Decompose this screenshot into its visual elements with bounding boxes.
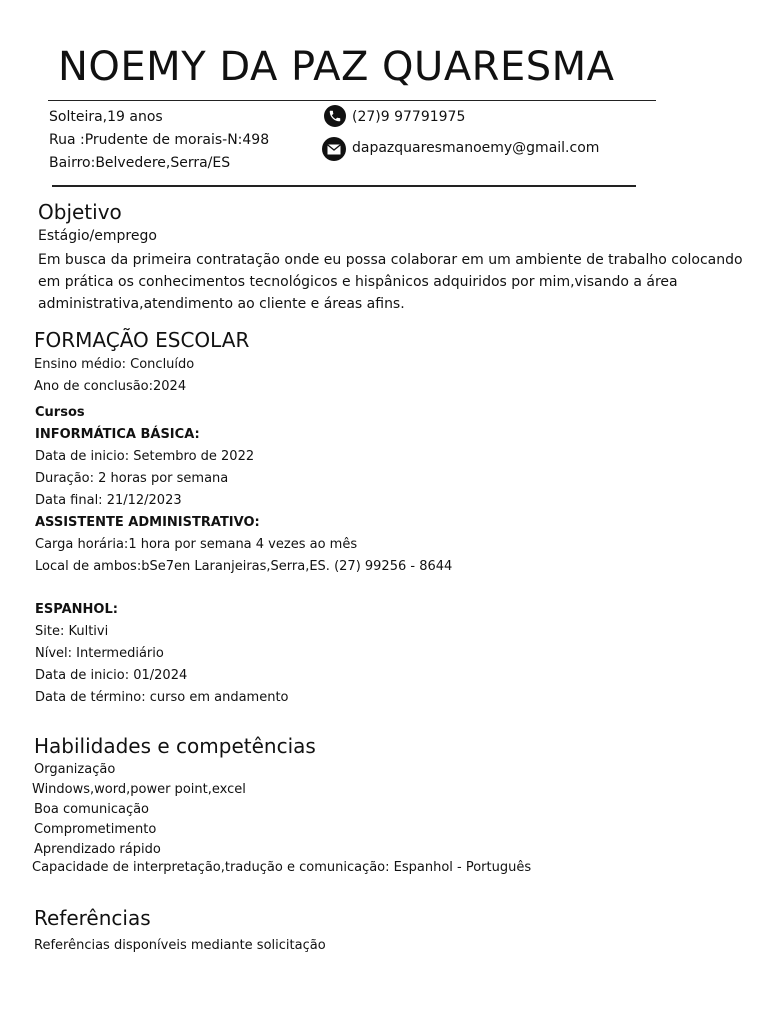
course-detail: Carga horária:1 hora por semana 4 vezes ao mês [35,537,358,552]
objetivo-heading: Objetivo [38,200,122,224]
course-detail: Local de ambos:bSe7en Laranjeiras,Serra,ES. (27) 99256 - 8644 [35,559,453,574]
referencias-heading: Referências [34,906,151,930]
course-detail: Site: Kultivi [35,624,109,639]
objetivo-subtitle: Estágio/emprego [38,228,157,244]
skill-item: Capacidade de interpretação,tradução e comunicação: Espanhol - Português [32,860,532,875]
contact-divider [52,185,636,187]
course-detail: Data de inicio: Setembro de 2022 [35,449,255,464]
habilidades-heading: Habilidades e competências [34,734,316,758]
cursos-heading: Cursos [35,405,85,420]
personal-info-line: Bairro:Belvedere,Serra/ES [49,155,231,171]
email-address: dapazquaresmanoemy@gmail.com [352,140,600,156]
skill-item: Organização [34,762,116,777]
referencias-text: Referências disponíveis mediante solicitação [34,938,326,953]
phone-icon [324,105,346,127]
course-detail: Data final: 21/12/2023 [35,493,182,508]
skill-item: Windows,word,power point,excel [32,782,246,797]
formacao-line: Ano de conclusão:2024 [34,379,187,394]
skill-item: Aprendizado rápido [34,842,161,857]
course-title-espanhol: ESPANHOL: [35,602,118,617]
envelope-icon [322,137,346,161]
formacao-heading: FORMAÇÃO ESCOLAR [34,328,250,352]
header-divider [48,100,656,101]
course-detail: Nível: Intermediário [35,646,164,661]
skill-item: Boa comunicação [34,802,150,817]
personal-info-line: Solteira,19 anos [49,109,163,125]
personal-info-line: Rua :Prudente de morais-N:498 [49,132,270,148]
course-detail: Data de término: curso em andamento [35,690,289,705]
objetivo-text: Em busca da primeira contratação onde eu possa colaborar em um ambiente de trabalho colocando em prática os conhecimentos tecnológicos e hispânicos adquiridos por mim,visando a área administrativa,atendimento ao cliente e áreas afins. [38,252,743,312]
skill-item: Comprometimento [34,822,157,837]
candidate-name: NOEMY DA PAZ QUARESMA [58,44,615,90]
course-title-assistente: ASSISTENTE ADMINISTRATIVO: [35,515,260,530]
formacao-line: Ensino médio: Concluído [34,357,195,372]
course-detail: Data de inicio: 01/2024 [35,668,188,683]
phone-number: (27)9 97791975 [352,109,466,125]
course-detail: Duração: 2 horas por semana [35,471,229,486]
course-title-informatica: INFORMÁTICA BÁSICA: [35,427,200,442]
